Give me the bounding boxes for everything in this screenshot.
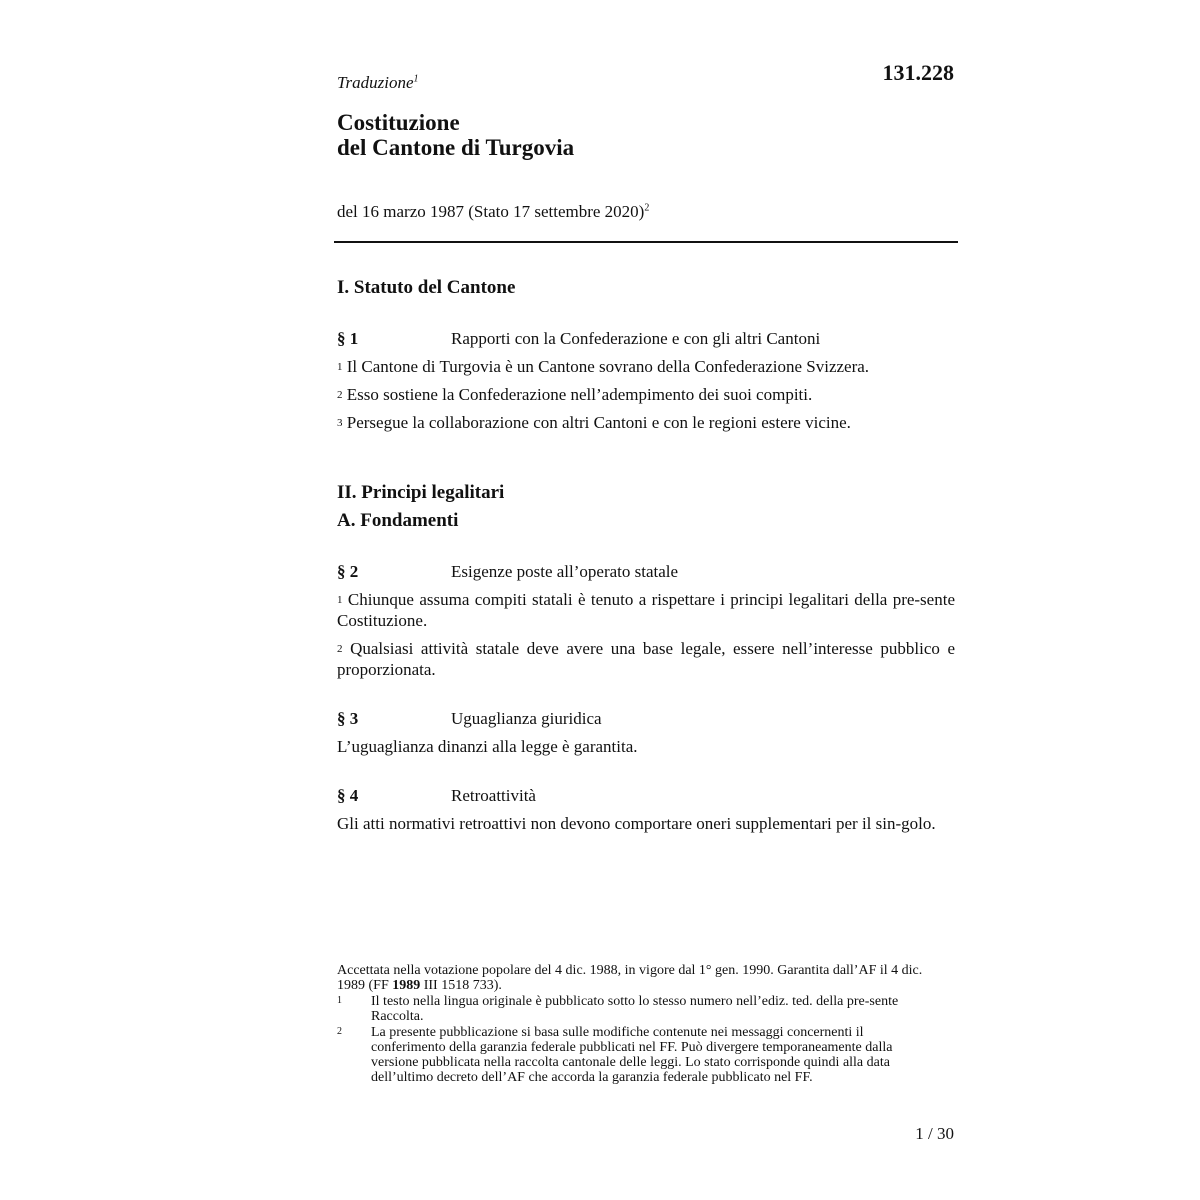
title-line-2: del Cantone di Turgovia xyxy=(337,135,575,160)
date-text: del 16 marzo 1987 (Stato 17 settembre 2020) xyxy=(337,202,645,221)
paragraph-text: Gli atti normativi retroattivi non devono comportare oneri supplementari per il sin-golo. xyxy=(337,814,936,833)
paragraph-header-4 xyxy=(337,785,955,806)
clause-text: Il Cantone di Turgovia è un Cantone sovrano della Confederazione Svizzera. xyxy=(346,357,870,376)
paragraph-text: L’uguaglianza dinanzi alla legge è garantita. xyxy=(337,737,638,756)
clause-number: 3 xyxy=(337,417,343,429)
clause-number: 1 xyxy=(337,361,343,373)
paragraph-header-2 xyxy=(337,561,955,582)
footnotes xyxy=(337,963,941,1085)
footnote-intro-tail: III 1518 733). xyxy=(420,978,502,993)
clause-text: Persegue la collaborazione con altri Cantoni e con le regioni estere vicine. xyxy=(346,413,851,432)
paragraph-header-3 xyxy=(337,708,955,729)
paragraph-heading: Rapporti con la Confederazione e con gli altri Cantoni xyxy=(451,329,821,348)
subsection-heading-a: A. Fondamenti xyxy=(337,510,459,531)
paragraph-clause xyxy=(337,384,955,405)
clause-number: 1 xyxy=(337,594,343,606)
footnote-intro-year: 1989 xyxy=(392,978,421,993)
paragraph-number: § 4 xyxy=(337,786,359,805)
paragraph-number: § 2 xyxy=(337,562,359,581)
paragraph-clause xyxy=(337,589,955,631)
translation-label-text: Traduzione xyxy=(337,73,414,92)
clause-number: 2 xyxy=(337,389,343,401)
title-line-1: Costituzione xyxy=(337,110,460,135)
footnote-2 xyxy=(337,1025,941,1085)
clause-number: 2 xyxy=(337,643,343,655)
footnote-ref-2[interactable]: 2 xyxy=(644,202,650,214)
translation-label xyxy=(337,73,419,93)
footnote-intro-text: Accettata nella votazione popolare del 4 dic. 1988, in vigore dal 1° gen. 1990. Garantita dall’AF il 4 dic. 1989 (FF xyxy=(337,963,923,993)
clause-text: Esso sostiene la Confederazione nell’adempimento dei suoi compiti. xyxy=(346,385,813,404)
header-divider xyxy=(334,241,958,243)
paragraph-clause xyxy=(337,412,955,433)
paragraph-heading: Uguaglianza giuridica xyxy=(451,709,602,728)
paragraph-heading: Retroattività xyxy=(451,786,536,805)
paragraph-clause xyxy=(337,356,955,377)
page-indicator: 1 / 30 xyxy=(915,1124,954,1143)
paragraph-clause xyxy=(337,638,955,680)
footnote-text: Il testo nella lingua originale è pubblicato sotto lo stesso numero nell’ediz. ted. della pre-sente Raccolta. xyxy=(371,994,899,1024)
document-date xyxy=(337,202,649,222)
paragraph-number: § 3 xyxy=(337,709,359,728)
footnote-ref-1[interactable]: 1 xyxy=(413,73,419,85)
sr-number: 131.228 xyxy=(882,60,954,85)
footnote-number: 1 xyxy=(337,995,342,1006)
section-heading-1: I. Statuto del Cantone xyxy=(337,277,516,298)
paragraph-number: § 1 xyxy=(337,329,359,348)
section-heading-2: II. Principi legalitari xyxy=(337,482,505,503)
footnote-1 xyxy=(337,994,941,1024)
footnote-intro xyxy=(337,963,941,993)
footnote-number: 2 xyxy=(337,1026,342,1037)
document-title xyxy=(337,110,574,160)
clause-text: Chiunque assuma compiti statali è tenuto a rispettare i principi legalitari della pre-sente Costituzione. xyxy=(337,590,955,630)
paragraph-header-1 xyxy=(337,328,955,349)
document-body xyxy=(337,276,955,834)
paragraph-heading: Esigenze poste all’operato statale xyxy=(451,562,679,581)
footnote-text: La presente pubblicazione si basa sulle modifiche contenute nei messaggi concernenti il conferimento della garanzia federale pubblicati nel FF. Può divergere temporaneamente dalla versione pubblicata nella raccolta cantonale delle leggi. Lo stato corrisponde quindi alla data dell’ultimo decreto dell’AF che accorda la garanzia federale pubblicato nel FF. xyxy=(371,1025,893,1085)
clause-text: Qualsiasi attività statale deve avere una base legale, essere nell’interesse pubblico e proporzionata. xyxy=(337,639,955,679)
